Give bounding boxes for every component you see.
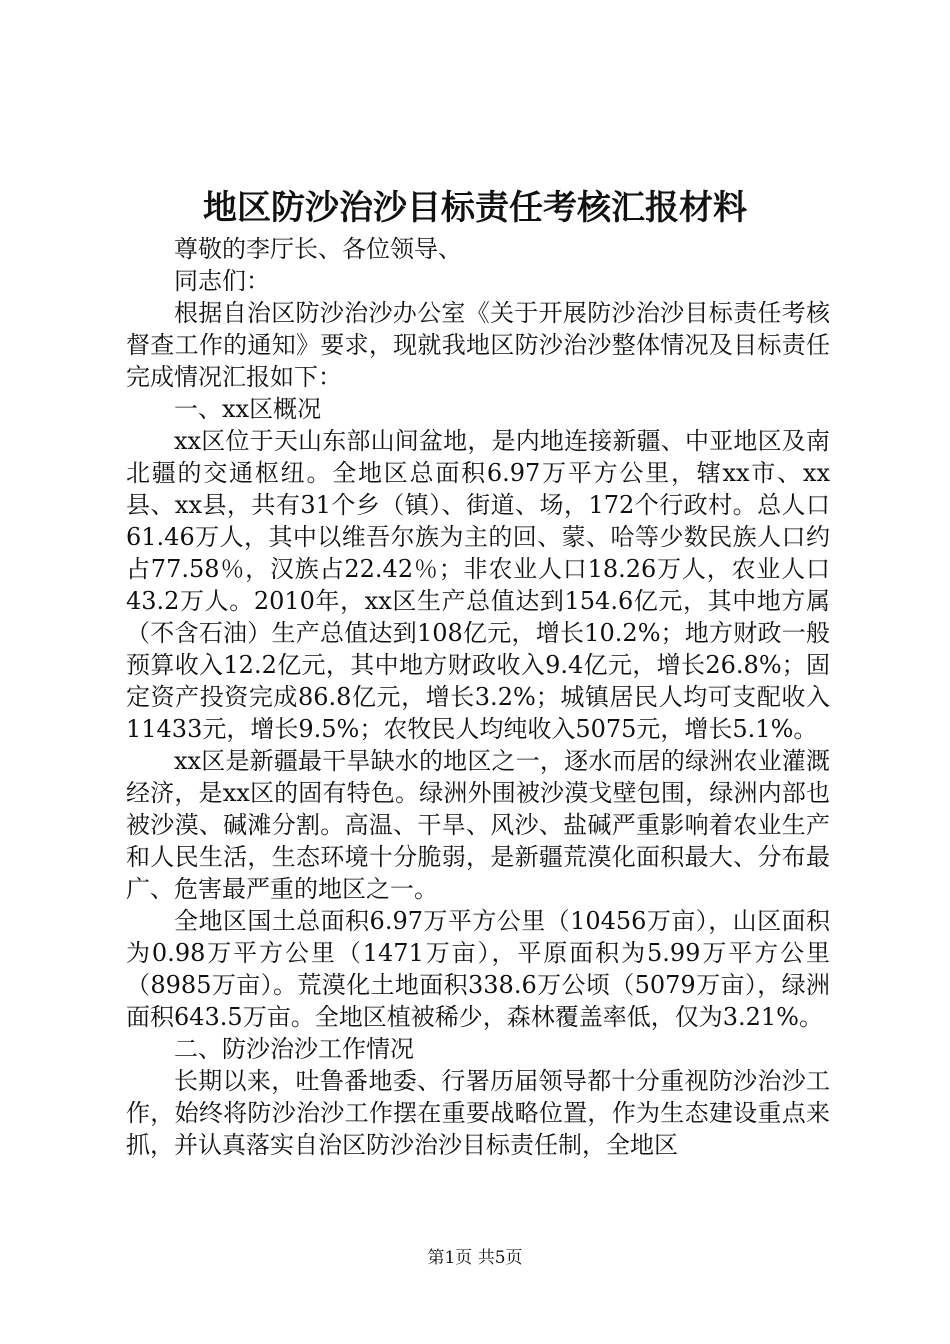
salutation-line-2: 同志们： — [174, 267, 270, 295]
salutation-line-1: 尊敬的李厅长、各位领导、 — [174, 235, 462, 263]
section-heading-1: 一、xx区概况 — [174, 395, 322, 423]
climate-paragraph: xx区是新疆最干旱缺水的地区之一，逐水而居的绿洲农业灌溉经济，是xx区的固有特色。绿洲外围被沙漠戈壁包围，绿洲内部也被沙漠、碱滩分割。高温、干旱、风沙、盐碱严重影响着农业生产和人民生活，生态环境十分脆弱，是新疆荒漠化面积最大、分布最广、危害最严重的地区之一。 — [126, 747, 830, 903]
page-footer: 第1页 共5页 — [427, 1248, 523, 1268]
document-title: 地区防沙治沙目标责任考核汇报材料 — [203, 188, 747, 228]
intro-paragraph: 根据自治区防沙治沙办公室《关于开展防沙治沙目标责任考核督查工作的通知》要求，现就我地区防沙治沙整体情况及目标责任完成情况汇报如下： — [126, 299, 830, 391]
work-paragraph: 长期以来，吐鲁番地委、行署历届领导都十分重视防沙治沙工作，始终将防沙治沙工作摆在重要战略位置，作为生态建设重点来抓，并认真落实自治区防沙治沙目标责任制，全地区 — [126, 1067, 830, 1159]
section-heading-2: 二、防沙治沙工作情况 — [174, 1035, 414, 1063]
land-area-paragraph: 全地区国土总面积6.97万平方公里（10456万亩），山区面积为0.98万平方公里（1471万亩），平原面积为5.99万平方公里（8985万亩）。荒漠化土地面积338.6万公顷（5079万亩），绿洲面积643.5万亩。全地区植被稀少，森林覆盖率低，仅为3.21%。 — [126, 907, 830, 1031]
document-body — [126, 233, 830, 1161]
overview-paragraph: xx区位于天山东部山间盆地，是内地连接新疆、中亚地区及南北疆的交通枢纽。全地区总面积6.97万平方公里，辖xx市、xx县、xx县，共有31个乡（镇）、街道、场，172个行政村。总人口61.46万人，其中以维吾尔族为主的回、蒙、哈等少数民族人口约占77.58％，汉族占22.42％；非农业人口18.26万人，农业人口43.2万人。2010年，xx区生产总值达到154.6亿元，其中地方属（不含石油）生产总值达到108亿元，增长10.2%；地方财政一般预算收入12.2亿元，其中地方财政收入9.4亿元，增长26.8%；固定资产投资完成86.8亿元，增长3.2%；城镇居民人均可支配收入11433元，增长9.5%；农牧民人均纯收入5075元，增长5.1%。 — [126, 427, 830, 743]
